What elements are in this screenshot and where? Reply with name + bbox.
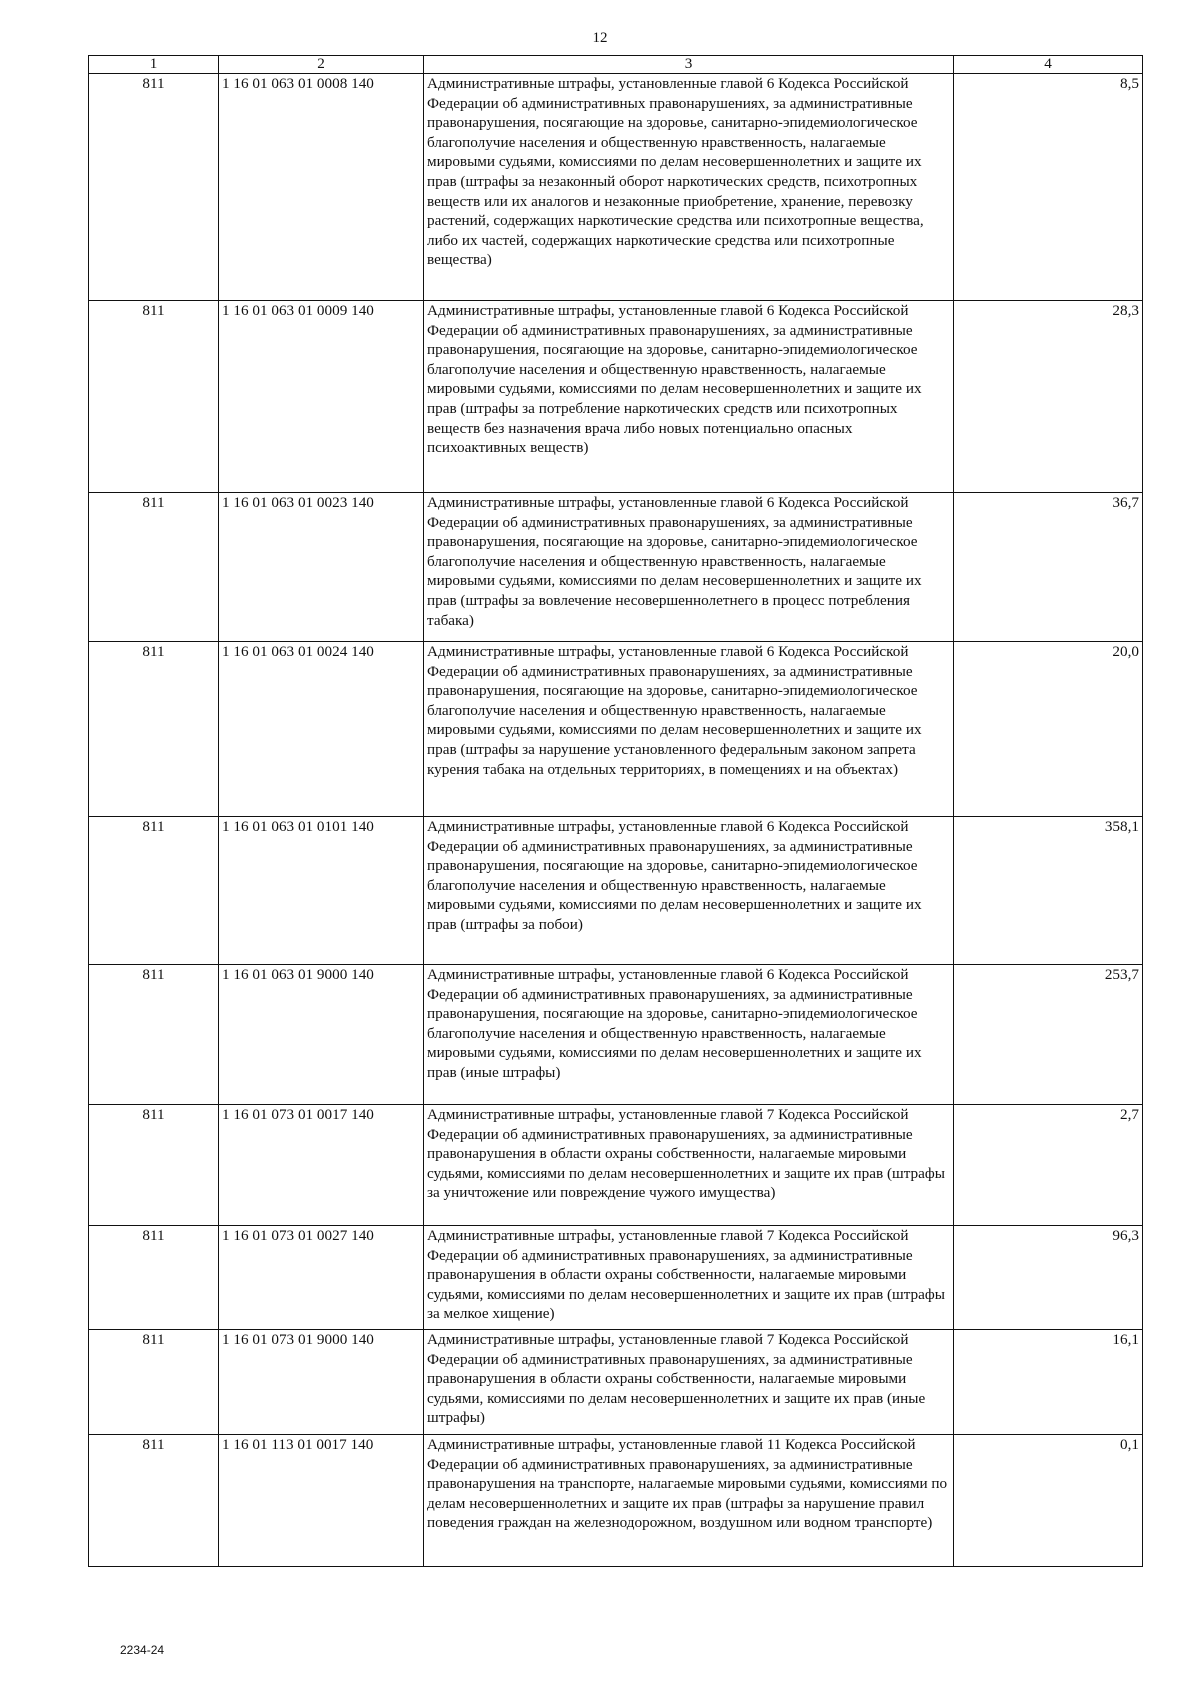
amount-cell: 96,3 (954, 1226, 1143, 1330)
admin-code-cell: 811 (89, 1226, 219, 1330)
admin-code-cell: 811 (89, 642, 219, 817)
column-header-3: 3 (424, 56, 954, 74)
table-row (89, 642, 1143, 817)
budget-code-cell: 1 16 01 113 01 0017 140 (219, 1435, 424, 1567)
table-row (89, 301, 1143, 493)
amount-cell: 358,1 (954, 817, 1143, 965)
table-row (89, 74, 1143, 301)
description-cell: Административные штрафы, установленные главой 7 Кодекса Российской Федерации об административных правонарушениях, за административные правонарушения в области охраны собственности, налагаемые мировыми судьями, комиссиями по делам несовершеннолетних и защите их прав (иные штрафы) (424, 1330, 954, 1435)
description-cell: Административные штрафы, установленные главой 6 Кодекса Российской Федерации об административных правонарушениях, за административные правонарушения, посягающие на здоровье, санитарно-эпидемиологическое благополучие населения и общественную нравственность, налагаемые мировыми судьями, комиссиями по делам несовершеннолетних и защите их прав (штрафы за незаконный оборот наркотических средств, психотропных веществ или их аналогов и незаконные приобретение, хранение, перевозку растений, содержащих наркотические средства или психотропные вещества, либо их частей, содержащих наркотические средства или психотропные вещества) (424, 74, 954, 301)
admin-code-cell: 811 (89, 493, 219, 642)
table-header-row (89, 56, 1143, 74)
budget-code-cell: 1 16 01 063 01 0101 140 (219, 817, 424, 965)
page-number: 12 (592, 30, 608, 46)
column-header-4: 4 (954, 56, 1143, 74)
admin-code-cell: 811 (89, 1105, 219, 1226)
table-row (89, 817, 1143, 965)
amount-cell: 8,5 (954, 74, 1143, 301)
description-cell: Административные штрафы, установленные главой 7 Кодекса Российской Федерации об административных правонарушениях, за административные правонарушения в области охраны собственности, налагаемые мировыми судьями, комиссиями по делам несовершеннолетних и защите их прав (штрафы за уничтожение или повреждение чужого имущества) (424, 1105, 954, 1226)
amount-cell: 28,3 (954, 301, 1143, 493)
amount-cell: 20,0 (954, 642, 1143, 817)
document-code: 2234-24 (120, 1643, 165, 1657)
budget-code-cell: 1 16 01 073 01 0017 140 (219, 1105, 424, 1226)
budget-code-cell: 1 16 01 063 01 0009 140 (219, 301, 424, 493)
budget-revenue-table (88, 55, 1143, 1567)
budget-code-cell: 1 16 01 063 01 9000 140 (219, 965, 424, 1105)
table-row (89, 493, 1143, 642)
admin-code-cell: 811 (89, 1330, 219, 1435)
budget-code-cell: 1 16 01 073 01 9000 140 (219, 1330, 424, 1435)
column-header-1: 1 (89, 56, 219, 74)
admin-code-cell: 811 (89, 301, 219, 493)
budget-code-cell: 1 16 01 063 01 0024 140 (219, 642, 424, 817)
description-cell: Административные штрафы, установленные главой 6 Кодекса Российской Федерации об административных правонарушениях, за административные правонарушения, посягающие на здоровье, санитарно-эпидемиологическое благополучие населения и общественную нравственность, налагаемые мировыми судьями, комиссиями по делам несовершеннолетних и защите их прав (штрафы за потребление наркотических средств или психотропных веществ без назначения врача либо новых потенциально опасных психоактивных веществ) (424, 301, 954, 493)
description-cell: Административные штрафы, установленные главой 6 Кодекса Российской Федерации об административных правонарушениях, за административные правонарушения, посягающие на здоровье, санитарно-эпидемиологическое благополучие населения и общественную нравственность, налагаемые мировыми судьями, комиссиями по делам несовершеннолетних и защите их прав (штрафы за вовлечение несовершеннолетнего в процесс потребления табака) (424, 493, 954, 642)
description-cell: Административные штрафы, установленные главой 11 Кодекса Российской Федерации об административных правонарушениях, за административные правонарушения на транспорте, налагаемые мировыми судьями, комиссиями по делам несовершеннолетних и защите их прав (штрафы за нарушение правил поведения граждан на железнодорожном, воздушном или водном транспорте) (424, 1435, 954, 1567)
table-row (89, 1105, 1143, 1226)
description-cell: Административные штрафы, установленные главой 6 Кодекса Российской Федерации об административных правонарушениях, за административные правонарушения, посягающие на здоровье, санитарно-эпидемиологическое благополучие населения и общественную нравственность, налагаемые мировыми судьями, комиссиями по делам несовершеннолетних и защите их прав (штрафы за побои) (424, 817, 954, 965)
admin-code-cell: 811 (89, 1435, 219, 1567)
admin-code-cell: 811 (89, 965, 219, 1105)
admin-code-cell: 811 (89, 817, 219, 965)
amount-cell: 0,1 (954, 1435, 1143, 1567)
amount-cell: 16,1 (954, 1330, 1143, 1435)
admin-code-cell: 811 (89, 74, 219, 301)
budget-code-cell: 1 16 01 063 01 0023 140 (219, 493, 424, 642)
amount-cell: 2,7 (954, 1105, 1143, 1226)
description-cell: Административные штрафы, установленные главой 6 Кодекса Российской Федерации об административных правонарушениях, за административные правонарушения, посягающие на здоровье, санитарно-эпидемиологическое благополучие населения и общественную нравственность, налагаемые мировыми судьями, комиссиями по делам несовершеннолетних и защите их прав (иные штрафы) (424, 965, 954, 1105)
amount-cell: 36,7 (954, 493, 1143, 642)
table-row (89, 1226, 1143, 1330)
table-row (89, 1330, 1143, 1435)
budget-code-cell: 1 16 01 063 01 0008 140 (219, 74, 424, 301)
description-cell: Административные штрафы, установленные главой 7 Кодекса Российской Федерации об административных правонарушениях, за административные правонарушения в области охраны собственности, налагаемые мировыми судьями, комиссиями по делам несовершеннолетних и защите их прав (штрафы за мелкое хищение) (424, 1226, 954, 1330)
amount-cell: 253,7 (954, 965, 1143, 1105)
column-header-2: 2 (219, 56, 424, 74)
description-cell: Административные штрафы, установленные главой 6 Кодекса Российской Федерации об административных правонарушениях, за административные правонарушения, посягающие на здоровье, санитарно-эпидемиологическое благополучие населения и общественную нравственность, налагаемые мировыми судьями, комиссиями по делам несовершеннолетних и защите их прав (штрафы за нарушение установленного федеральным законом запрета курения табака на отдельных территориях, в помещениях и на объектах) (424, 642, 954, 817)
table-row (89, 965, 1143, 1105)
table-row (89, 1435, 1143, 1567)
budget-code-cell: 1 16 01 073 01 0027 140 (219, 1226, 424, 1330)
